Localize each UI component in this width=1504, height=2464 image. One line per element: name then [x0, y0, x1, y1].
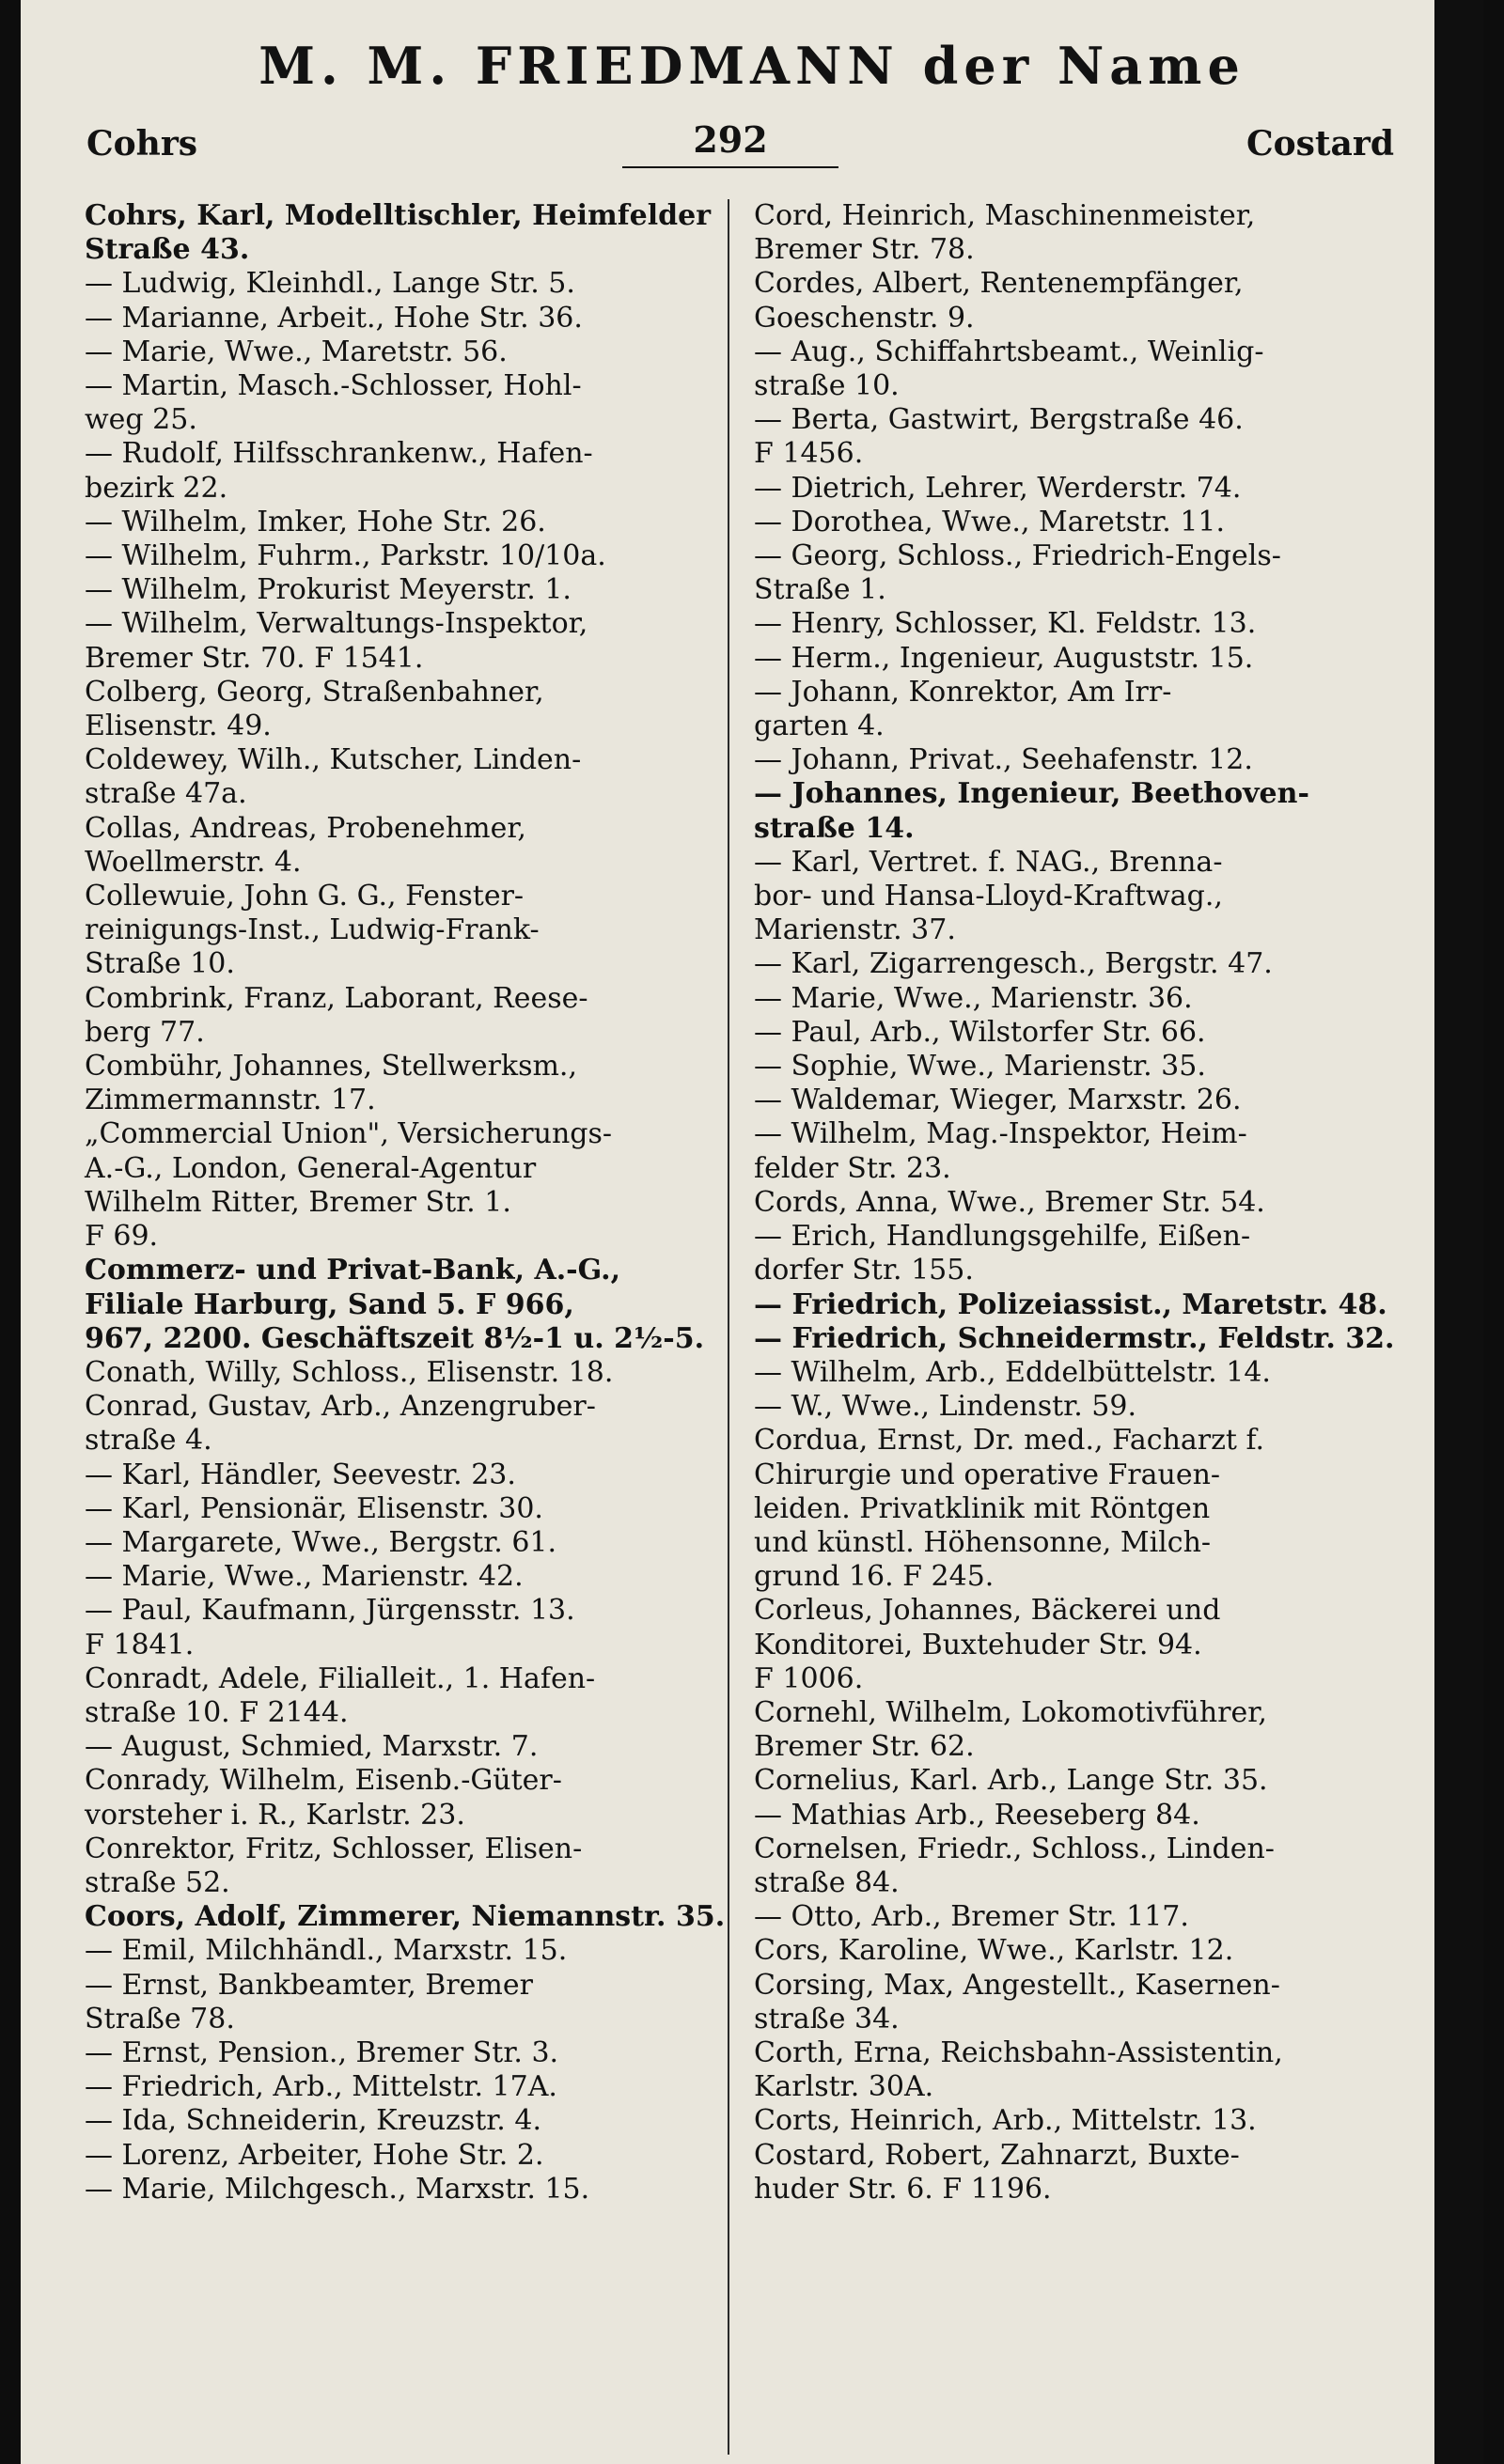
right-column: [754, 199, 1412, 2207]
directory-page: [21, 0, 1483, 2464]
directory-entry: Cornelsen, Friedr., Schloss., Linden- straße 84.: [754, 1832, 1275, 1899]
directory-entry: Conrady, Wilhelm, Eisenb.-Güter- vorsteher i. R., Karlstr. 23.: [85, 1764, 562, 1832]
directory-entry: — Johann, Privat., Seehafenstr. 12.: [754, 743, 1253, 777]
directory-entry: — Ernst, Pension., Bremer Str. 3.: [85, 2035, 559, 2069]
directory-entry: Cohrs, Karl, Modelltischler, Heimfelder Straße 43.: [85, 199, 712, 267]
directory-entry: Corsing, Max, Angestellt., Kasernen- straße 34.: [754, 1968, 1280, 2035]
directory-entry: — Paul, Kaufmann, Jürgensstr. 13. F 1841.: [85, 1594, 575, 1661]
directory-entry: Coldewey, Wilh., Kutscher, Linden- straße 47a.: [85, 743, 582, 811]
directory-entry: — Berta, Gastwirt, Bergstraße 46. F 1456.: [754, 403, 1244, 471]
directory-entry: — Dorothea, Wwe., Maretstr. 11.: [754, 505, 1226, 538]
directory-entry: Cornehl, Wilhelm, Lokomotivführer, Bremer Str. 62.: [754, 1695, 1267, 1764]
directory-entry: — Otto, Arb., Bremer Str. 117.: [754, 1900, 1189, 1934]
directory-entry: — Dietrich, Lehrer, Werderstr. 74.: [754, 471, 1242, 505]
directory-entry: Cordes, Albert, Rentenempfänger, Goeschenstr. 9.: [754, 267, 1244, 335]
directory-entry: — August, Schmied, Marxstr. 7.: [85, 1730, 539, 1764]
directory-entry: — Wilhelm, Mag.-Inspektor, Heim- felder Str. 23.: [754, 1117, 1247, 1185]
column-divider: [728, 199, 729, 2455]
directory-entry: Commerz- und Privat-Bank, A.-G., Filiale Harburg, Sand 5. F 966, 967, 2200. Geschäftszeit 8½-1 u. 2½-5.: [85, 1254, 705, 1355]
directory-entry: — Ida, Schneiderin, Kreuzstr. 4.: [85, 2104, 542, 2138]
directory-entry: — Wilhelm, Verwaltungs-Inspektor, Bremer Str. 70. F 1541.: [85, 607, 588, 675]
directory-entry: — Friedrich, Schneidermstr., Feldstr. 32.: [754, 1321, 1395, 1355]
directory-entry: — Margarete, Wwe., Bergstr. 61.: [85, 1525, 557, 1559]
directory-entry: — Erich, Handlungsgehilfe, Eißen- dorfer Str. 155.: [754, 1220, 1251, 1287]
directory-entry: Conath, Willy, Schloss., Elisenstr. 18.: [85, 1355, 614, 1389]
directory-entry: — Wilhelm, Arb., Eddelbüttelstr. 14.: [754, 1355, 1271, 1389]
directory-entry: Conrad, Gustav, Arb., Anzengruber- straße 4.: [85, 1390, 596, 1458]
directory-entry: Conrektor, Fritz, Schlosser, Elisen- straße 52.: [85, 1832, 583, 1899]
running-head-left: Cohrs: [86, 124, 198, 164]
directory-entry: — Georg, Schloss., Friedrich-Engels- Straße 1.: [754, 539, 1281, 607]
directory-entry: — Karl, Händler, Seevestr. 23.: [85, 1458, 516, 1491]
left-column: [85, 199, 743, 2207]
directory-entry: — Marie, Wwe., Maretstr. 56.: [85, 335, 508, 368]
directory-entry: — Karl, Pensionär, Elisenstr. 30.: [85, 1491, 543, 1525]
page-banner: M. M. FRIEDMANN der Name: [258, 36, 1246, 96]
directory-entry: „Commercial Union", Versicherungs- A.-G., London, General-Agentur Wilhelm Ritter, Bremer Str. 1. F 69.: [85, 1117, 613, 1254]
directory-entry: Combühr, Johannes, Stellwerksm., Zimmermannstr. 17.: [85, 1050, 578, 1117]
directory-entry: Collas, Andreas, Probenehmer, Woellmerstr. 4.: [85, 811, 526, 879]
directory-entry: — Aug., Schiffahrtsbeamt., Weinlig- straße 10.: [754, 335, 1264, 403]
directory-entry: — Paul, Arb., Wilstorfer Str. 66.: [754, 1015, 1206, 1049]
directory-entry: — Johann, Konrektor, Am Irr- garten 4.: [754, 675, 1172, 743]
directory-entry: — Karl, Vertret. f. NAG., Brenna- bor- und Hansa-Lloyd-Kraftwag., Marienstr. 37.: [754, 845, 1223, 947]
directory-entry: — Waldemar, Wieger, Marxstr. 26.: [754, 1084, 1242, 1117]
directory-entry: — Mathias Arb., Reeseberg 84.: [754, 1798, 1200, 1832]
directory-entry: — Marie, Milchgesch., Marxstr. 15.: [85, 2172, 590, 2206]
directory-entry: — Marie, Wwe., Marienstr. 42.: [85, 1560, 524, 1594]
directory-entry: — Herm., Ingenieur, Auguststr. 15.: [754, 641, 1254, 675]
directory-entry: — Marie, Wwe., Marienstr. 36.: [754, 981, 1193, 1015]
directory-entry: — Wilhelm, Fuhrm., Parkstr. 10/10a.: [85, 539, 606, 573]
directory-entry: — Wilhelm, Imker, Hohe Str. 26.: [85, 505, 546, 538]
directory-entry: Collewuie, John G. G., Fenster- reinigungs-Inst., Ludwig-Frank- Straße 10.: [85, 880, 540, 981]
directory-entry: — Friedrich, Arb., Mittelstr. 17A.: [85, 2070, 557, 2104]
directory-entry: Combrink, Franz, Laborant, Reese- berg 77.: [85, 981, 588, 1049]
directory-entry: — Wilhelm, Prokurist Meyerstr. 1.: [85, 573, 572, 607]
directory-entry: — Marianne, Arbeit., Hohe Str. 36.: [85, 301, 583, 335]
directory-entry: — Martin, Masch.-Schlosser, Hohl- weg 25.: [85, 369, 582, 437]
directory-entry: — Ludwig, Kleinhdl., Lange Str. 5.: [85, 267, 575, 301]
directory-entry: Cornelius, Karl. Arb., Lange Str. 35.: [754, 1764, 1268, 1798]
directory-entry: — Henry, Schlosser, Kl. Feldstr. 13.: [754, 607, 1257, 641]
directory-entry: — W., Wwe., Lindenstr. 59.: [754, 1390, 1137, 1424]
directory-entry: Cords, Anna, Wwe., Bremer Str. 54.: [754, 1185, 1265, 1219]
directory-entry: — Ernst, Bankbeamter, Bremer Straße 78.: [85, 1968, 533, 2035]
directory-entry: Costard, Robert, Zahnarzt, Buxte- huder Str. 6. F 1196.: [754, 2138, 1240, 2206]
directory-entry: — Sophie, Wwe., Marienstr. 35.: [754, 1050, 1206, 1084]
directory-entry: — Johannes, Ingenieur, Beethoven- straße 14.: [754, 777, 1309, 845]
running-head-right: Costard: [1246, 124, 1394, 164]
directory-entry: — Emil, Milchhändl., Marxstr. 15.: [85, 1934, 568, 1968]
directory-entry: Colberg, Georg, Straßenbahner, Elisenstr. 49.: [85, 675, 544, 743]
directory-entry: Corth, Erna, Reichsbahn-Assistentin, Karlstr. 30A.: [754, 2035, 1283, 2104]
directory-entry: — Karl, Zigarrengesch., Bergstr. 47.: [754, 947, 1273, 981]
directory-entry: — Lorenz, Arbeiter, Hohe Str. 2.: [85, 2138, 544, 2172]
scan-edge: [1434, 0, 1483, 2464]
directory-entry: Cors, Karoline, Wwe., Karlstr. 12.: [754, 1934, 1234, 1968]
directory-entry: Cord, Heinrich, Maschinenmeister, Bremer Str. 78.: [754, 199, 1256, 267]
directory-entry: — Friedrich, Polizeiassist., Maretstr. 48.: [754, 1287, 1387, 1321]
directory-entry: Corleus, Johannes, Bäckerei und Konditorei, Buxtehuder Str. 94. F 1006.: [754, 1594, 1221, 1695]
page-number: 292: [622, 118, 838, 168]
directory-entry: Cordua, Ernst, Dr. med., Facharzt f. Chirurgie und operative Frauen- leiden. Privatklinik mit Röntgen und künstl. Höhensonne, Milch- grund 16. F 245.: [754, 1424, 1265, 1594]
directory-entry: Conradt, Adele, Filialleit., 1. Hafen- straße 10. F 2144.: [85, 1661, 596, 1729]
directory-entry: — Rudolf, Hilfsschrankenw., Hafen- bezirk 22.: [85, 437, 593, 505]
directory-entry: Coors, Adolf, Zimmerer, Niemannstr. 35.: [85, 1900, 726, 1934]
directory-entry: Corts, Heinrich, Arb., Mittelstr. 13.: [754, 2104, 1257, 2138]
